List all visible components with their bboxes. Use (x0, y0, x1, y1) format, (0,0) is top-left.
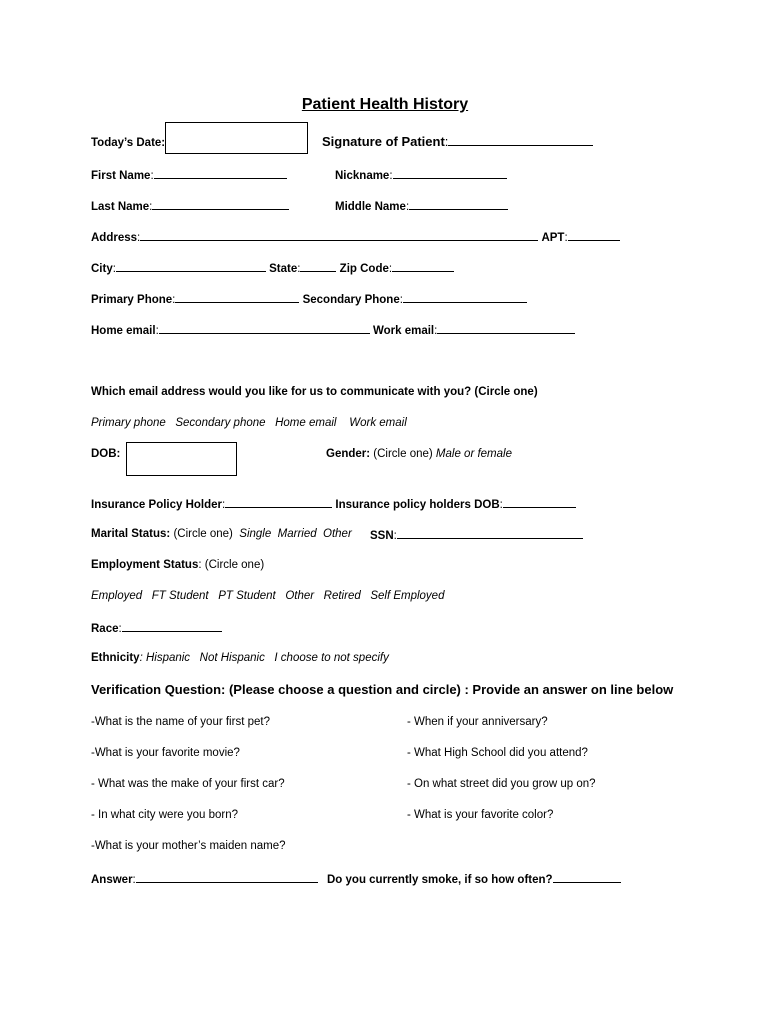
home-email-field[interactable] (159, 322, 370, 334)
primary-phone-label: Primary Phone (91, 294, 173, 306)
question-right[interactable]: - What is your favorite color? (407, 809, 554, 821)
apt-label: APT (541, 232, 565, 244)
zip-field[interactable] (392, 260, 454, 272)
page-title: Patient Health History (301, 96, 469, 113)
gender-label: Gender: (326, 448, 371, 460)
ethnicity-label: Ethnicity (91, 652, 140, 664)
secondary-phone-field[interactable] (403, 291, 527, 303)
ssn-field[interactable] (397, 527, 583, 539)
ssn-label: SSN (370, 530, 394, 542)
employment-label: Employment Status (91, 559, 199, 571)
first-name-label: First Name (91, 170, 151, 182)
insurance-holder-field[interactable] (225, 496, 332, 508)
nickname-label: Nickname (335, 170, 390, 182)
signature-field[interactable] (448, 134, 593, 146)
signature-label: Signature of Patient (322, 134, 445, 149)
middle-name-label: Middle Name (335, 201, 406, 213)
todays-date-field[interactable] (165, 122, 308, 154)
question-left[interactable]: -What is your mother’s maiden name? (91, 840, 286, 852)
zip-label: Zip Code (339, 263, 389, 275)
ethnicity-options[interactable]: : Hispanic Not Hispanic I choose to not specify (139, 652, 389, 664)
city-field[interactable] (116, 260, 266, 272)
work-email-field[interactable] (437, 322, 575, 334)
answer-field[interactable] (136, 871, 318, 883)
question-right[interactable]: - On what street did you grow up on? (407, 778, 596, 790)
address-field[interactable] (140, 229, 538, 241)
smoke-label: Do you currently smoke, if so how often? (327, 874, 553, 886)
home-email-label: Home email (91, 325, 156, 337)
last-name-label: Last Name (91, 201, 150, 213)
email-options[interactable]: Primary phone Secondary phone Home email Work email (91, 417, 407, 429)
nickname-field[interactable] (393, 167, 507, 179)
state-field[interactable] (300, 260, 336, 272)
question-left[interactable]: - In what city were you born? (91, 809, 239, 821)
signature-row: Signature of Patient: (322, 134, 593, 150)
question-left[interactable]: -What is the name of your first pet? (91, 716, 270, 728)
todays-date-label: Today’s Date: (91, 137, 166, 149)
gender-options[interactable]: Male or female (435, 448, 512, 460)
employment-options[interactable]: Employed FT Student PT Student Other Retired Self Employed (91, 590, 445, 602)
race-field[interactable] (122, 620, 222, 632)
smoke-field[interactable] (553, 871, 621, 883)
middle-name-field[interactable] (409, 198, 508, 210)
address-label: Address (91, 232, 138, 244)
question-right[interactable]: - What High School did you attend? (407, 747, 588, 759)
last-name-field[interactable] (152, 198, 289, 210)
race-label: Race (91, 623, 119, 635)
verification-text: : (Please choose a question and circle) : Provide an answer on line below (221, 682, 674, 697)
marital-label: Marital Status: (91, 528, 171, 540)
marital-options[interactable]: Single Married Other (239, 528, 352, 540)
email-question: Which email address would you like for us to communicate with you? (Circle one) (91, 386, 538, 398)
verification-label: Verification Question (91, 682, 222, 697)
first-name-field[interactable] (154, 167, 287, 179)
insurance-holder-label: Insurance Policy Holder (91, 499, 223, 511)
question-right[interactable]: - When if your anniversary? (407, 716, 548, 728)
secondary-phone-label: Secondary Phone (302, 294, 400, 306)
primary-phone-field[interactable] (175, 291, 299, 303)
apt-field[interactable] (568, 229, 620, 241)
answer-label: Answer (91, 874, 133, 886)
insurance-dob-field[interactable] (503, 496, 576, 508)
dob-label: DOB: (91, 448, 121, 460)
question-left[interactable]: - What was the make of your first car? (91, 778, 285, 790)
city-label: City (91, 263, 113, 275)
question-left[interactable]: -What is your favorite movie? (91, 747, 240, 759)
insurance-dob-label: Insurance policy holders DOB (335, 499, 500, 511)
dob-field[interactable] (126, 442, 237, 476)
work-email-label: Work email (372, 325, 435, 337)
state-label: State (269, 263, 298, 275)
